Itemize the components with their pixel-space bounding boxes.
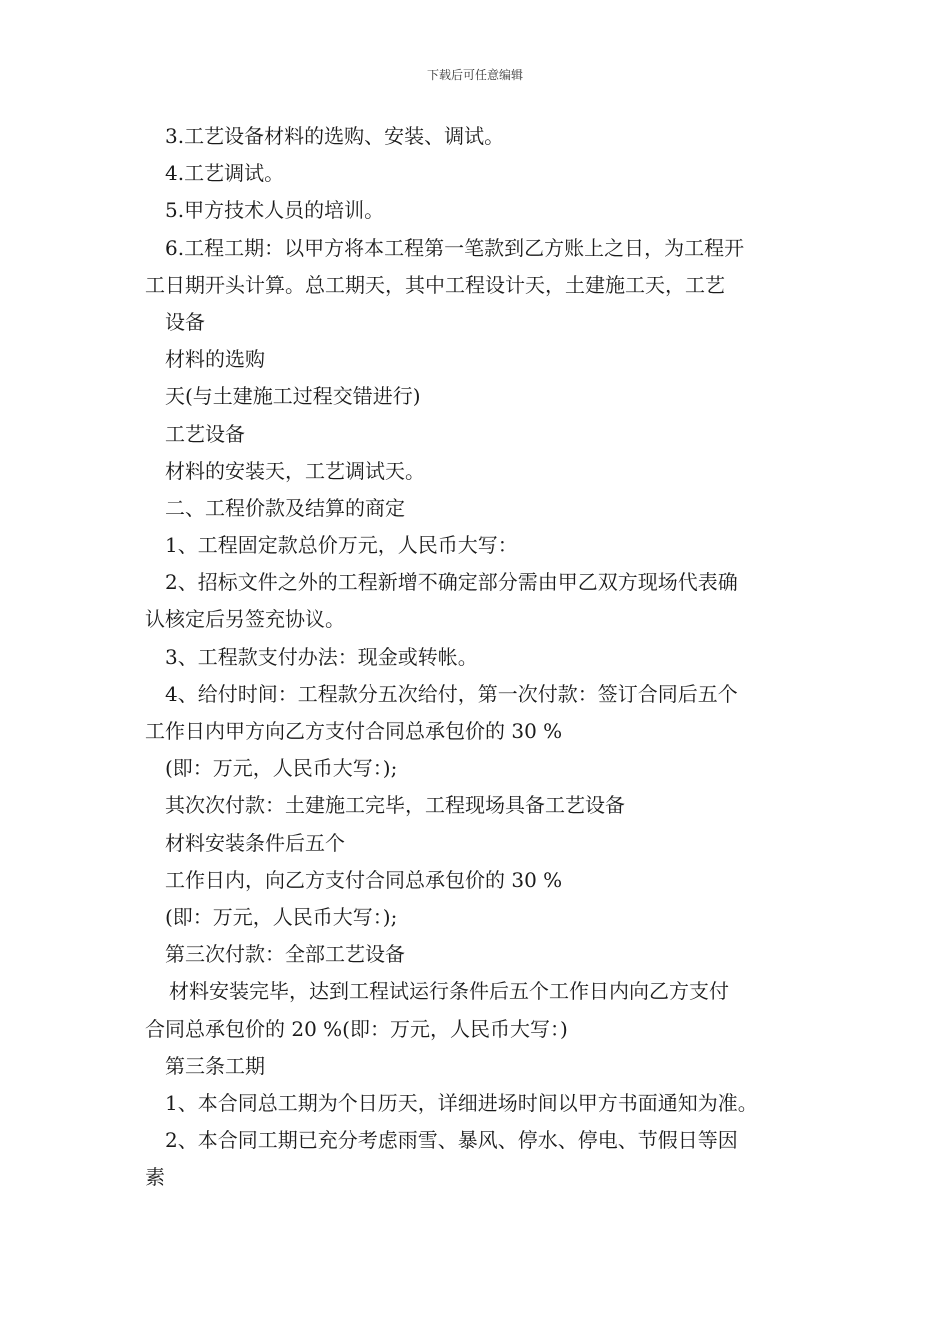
paragraph-line: 天(与土建施工过程交错进行): [165, 384, 421, 409]
paragraph-line: 4.工艺调试。: [165, 161, 285, 186]
paragraph-line: (即：万元，人民币大写：);: [165, 756, 398, 781]
paragraph-line: 材料的安装天，工艺调试天。: [165, 458, 425, 483]
paragraph-line: 2、本合同工期已充分考虑雨雪、暴风、停水、停电、节假日等因: [165, 1128, 738, 1153]
paragraph-line: 3.工艺设备材料的选购、安装、调试。: [165, 124, 505, 148]
page-header: 下载后可任意编辑: [426, 68, 523, 82]
paragraph-line: 1、本合同总工期为个日历天，详细进场时间以甲方书面通知为准。: [165, 1090, 758, 1115]
paragraph-line: 工艺设备: [165, 421, 245, 446]
paragraph-line: 素: [145, 1165, 165, 1190]
paragraph-line: 4、给付时间：工程款分五次给付，第一次付款：签订合同后五个: [165, 681, 738, 706]
section-heading: 二、工程价款及结算的商定: [165, 495, 405, 520]
paragraph-line: 6.工程工期：以甲方将本工程第一笔款到乙方账上之日，为工程开: [165, 235, 745, 260]
paragraph-line: 设备: [165, 309, 205, 334]
paragraph-line: 2、招标文件之外的工程新增不确定部分需由甲乙双方现场代表确: [165, 570, 738, 595]
paragraph-line: 3、工程款支付办法：现金或转帐。: [165, 644, 478, 669]
paragraph-line: 材料安装条件后五个: [165, 830, 345, 855]
paragraph-line: 工日期开头计算。总工期天，其中工程设计天，土建施工天，工艺: [145, 272, 725, 297]
paragraph-line: (即：万元，人民币大写：);: [165, 904, 398, 929]
paragraph-line: 合同总承包价的 20 %(即：万元，人民币大写：): [145, 1016, 568, 1041]
paragraph-line: 工作日内，向乙方支付合同总承包价的 30 %: [165, 867, 563, 892]
paragraph-line: 工作日内甲方向乙方支付合同总承包价的 30 %: [145, 719, 563, 743]
paragraph-line: 材料安装完毕，达到工程试运行条件后五个工作日内向乙方支付: [169, 979, 729, 1004]
section-heading: 第三条工期: [165, 1053, 265, 1078]
paragraph-line: 认核定后另签充协议。: [145, 607, 345, 632]
paragraph-line: 5.甲方技术人员的培训。: [165, 198, 385, 223]
paragraph-line: 1、工程固定款总价万元，人民币大写：: [165, 533, 518, 558]
paragraph-line: 第三次付款：全部工艺设备: [165, 942, 405, 967]
document-body: [145, 118, 825, 1196]
paragraph-line: 其次次付款：土建施工完毕，工程现场具备工艺设备: [165, 793, 625, 818]
paragraph-line: 材料的选购: [165, 347, 265, 372]
